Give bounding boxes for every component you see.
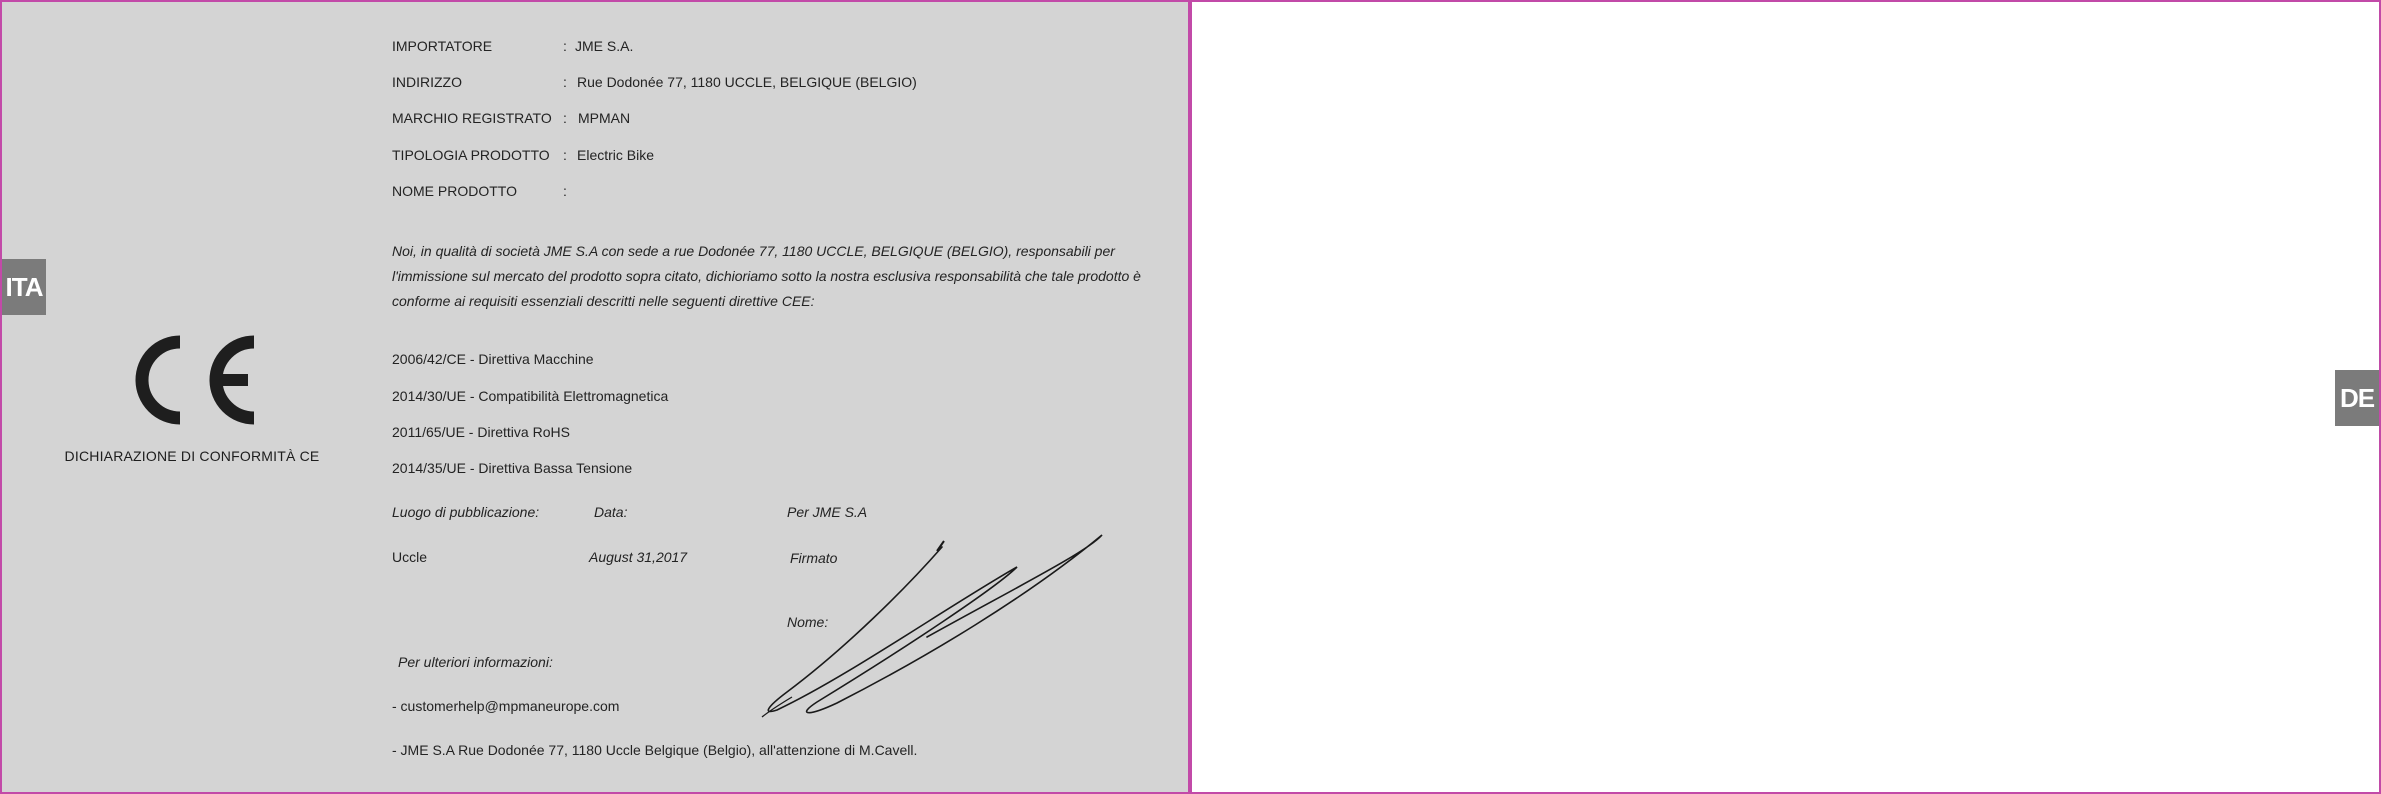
place-of-publication-label: Luogo di pubblicazione: <box>392 504 540 520</box>
name-label: Nome: <box>787 614 829 630</box>
left-page-italian <box>0 0 1190 794</box>
per-company-label: Per JME S.A <box>787 504 868 520</box>
date-value: August 31,2017 <box>589 549 688 565</box>
contact-address: - JME S.A Rue Dodonée 77, 1180 Uccle Belgique (Belgio), all'attenzione di M.Cavell. <box>392 742 918 758</box>
place-value: Uccle <box>392 549 428 565</box>
ce-mark-icon <box>122 332 262 428</box>
field-colon: : <box>563 110 567 126</box>
directive-code: 2011/65/UE - <box>392 424 474 440</box>
directive-name: Direttiva Bassa Tensione <box>478 460 633 476</box>
directive-name: Direttiva Macchine <box>478 351 594 367</box>
field-colon: : <box>563 74 567 90</box>
date-label: Data: <box>594 504 628 520</box>
language-tab-ita: ITA <box>2 259 46 315</box>
directive-row <box>392 351 594 367</box>
field-value-address: Rue Dodonée 77, 1180 UCCLE, BELGIQUE (BELGIO) <box>577 74 917 90</box>
field-colon: : <box>563 183 567 199</box>
field-value-trademark: MPMAN <box>578 110 631 126</box>
directive-name: Compatibilità Elettromagnetica <box>478 388 669 404</box>
field-label-importer: IMPORTATORE <box>392 38 493 54</box>
directive-name: Direttiva RoHS <box>477 424 570 440</box>
directive-row <box>392 460 632 476</box>
field-label-product-type: TIPOLOGIA PRODOTTO <box>392 147 550 163</box>
contact-email: - customerhelp@mpmaneurope.com <box>392 698 620 714</box>
directive-row <box>392 388 668 404</box>
field-label-address: INDIRIZZO <box>392 74 462 90</box>
conformity-declaration-text: Noi, in qualità di società JME S.A con sede a rue Dodonée 77, 1180 UCCLE, BELGIQUE (BELGIO), responsabili per l'immissione sul mercato del prodotto sopra citato, dichioriamo sotto la nostra esclusiva responsabilità che tale prodotto è conforme ai requisiti essenziali descritti nelle seguenti direttive CEE: <box>392 243 1141 309</box>
directive-row <box>392 424 570 440</box>
more-info-heading: Per ulteriori informazioni: <box>398 654 553 670</box>
handwritten-signature <box>757 527 1117 722</box>
field-colon: : <box>563 38 567 54</box>
field-colon: : <box>563 147 567 163</box>
field-value-importer: JME S.A. <box>575 38 634 54</box>
signed-label: Firmato <box>790 550 838 566</box>
right-page-german <box>1190 0 2381 794</box>
directive-code: 2006/42/CE - <box>392 351 475 367</box>
field-label-trademark: MARCHIO REGISTRATO <box>392 110 552 126</box>
directive-code: 2014/35/UE - <box>392 460 475 476</box>
field-value-product-type: Electric Bike <box>577 147 655 163</box>
directive-code: 2014/30/UE - <box>392 388 475 404</box>
language-tab-de: DE <box>2335 370 2379 426</box>
ce-declaration-caption: DICHIARAZIONE DI CONFORMITÀ CE <box>64 448 320 464</box>
field-label-product-name: NOME PRODOTTO <box>392 183 517 199</box>
